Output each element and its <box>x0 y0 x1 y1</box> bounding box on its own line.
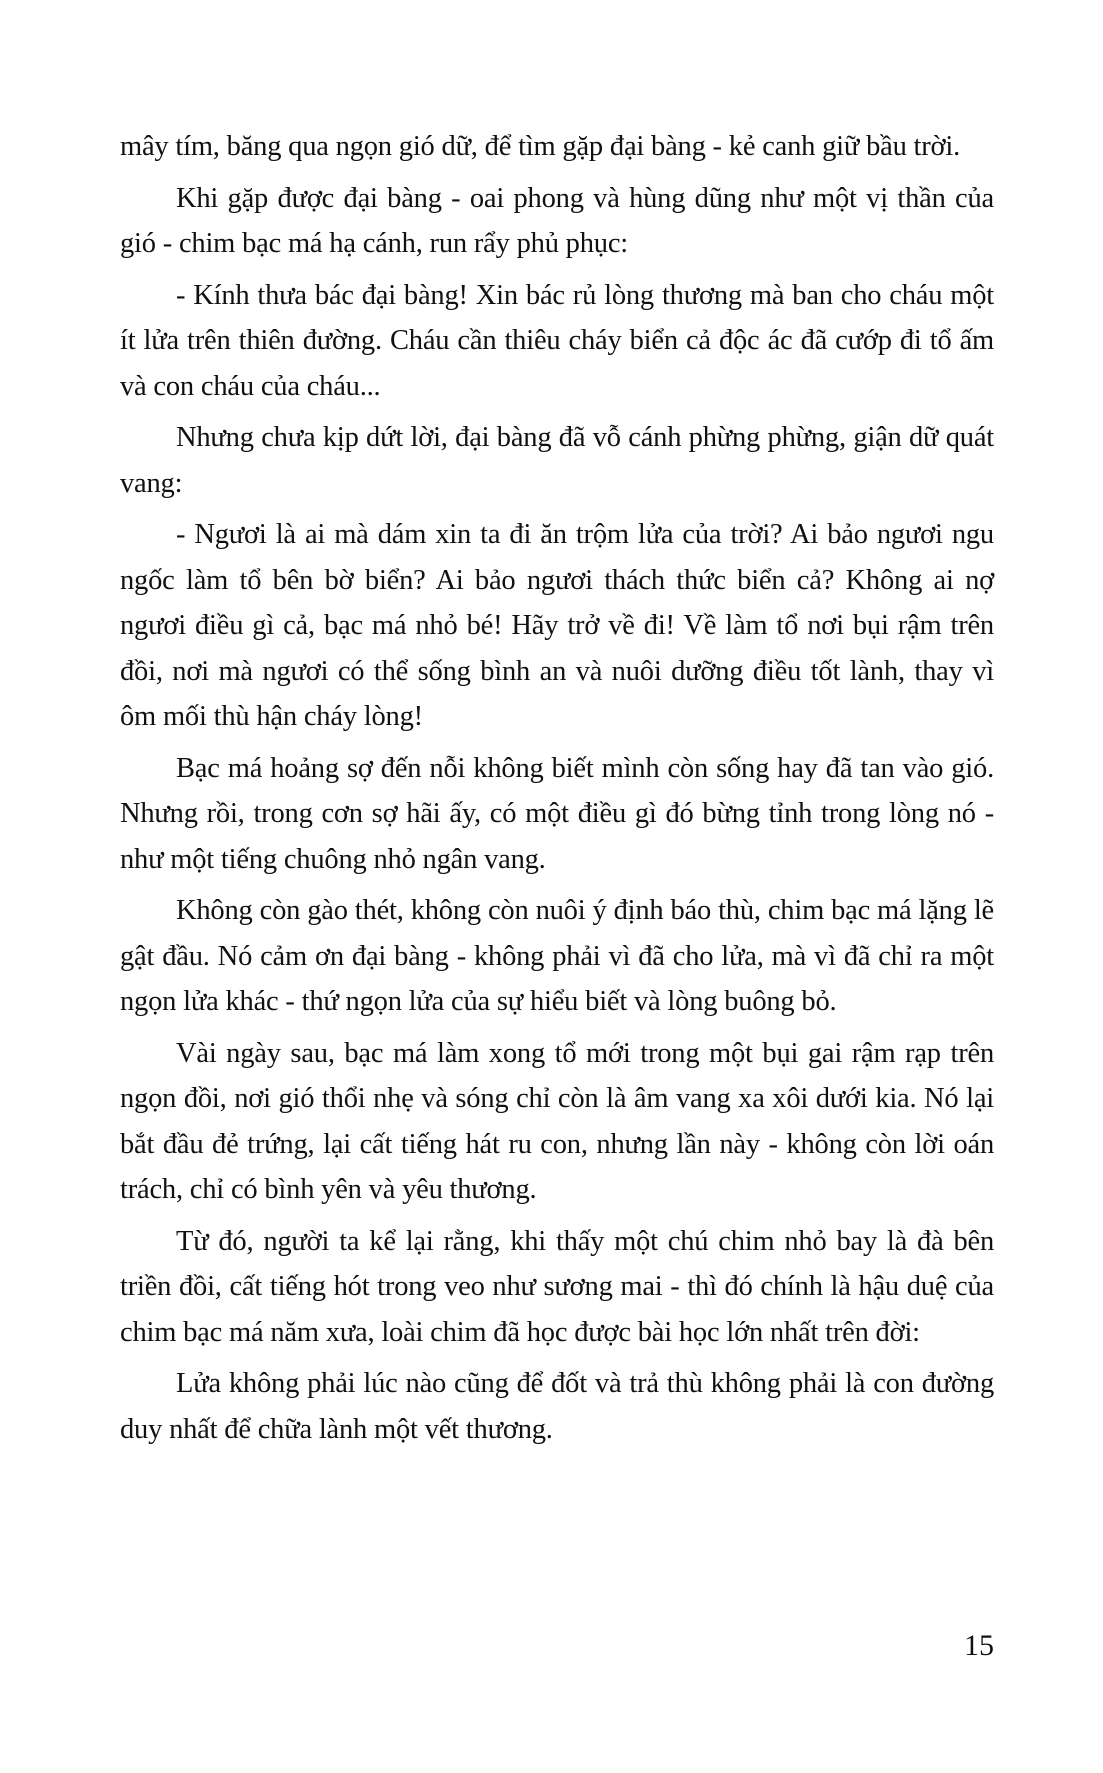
paragraph-moral: Lửa không phải lúc nào cũng để đốt và trả thù không phải là con đường duy nhất để chữa lành một vết thương. <box>120 1368 994 1445</box>
book-page-body <box>120 124 994 1458</box>
paragraph-meeting-eagle: Khi gặp được đại bàng - oai phong và hùng dũng như một vị thần của gió - chim bạc má hạ cánh, run rẩy phủ phục: <box>120 182 994 259</box>
paragraph-letting-go: Không còn gào thét, không còn nuôi ý định báo thù, chim bạc má lặng lẽ gật đầu. Nó cảm ơn đại bàng - không phải vì đã cho lửa, mà vì đã chỉ ra một ngọn lửa khác - thứ ngọn lửa của sự hiểu biết và lòng buông bỏ. <box>120 895 994 1017</box>
paragraph-continuation: mây tím, băng qua ngọn gió dữ, để tìm gặp đại bàng - kẻ canh giữ bầu trời. <box>120 131 961 162</box>
paragraph-legend: Từ đó, người ta kể lại rằng, khi thấy một chú chim nhỏ bay là đà bên triền đồi, cất tiếng hót trong veo như sương mai - thì đó chính là hậu duệ của chim bạc má năm xưa, loài chim đã học được bài học lớn nhất trên đời: <box>120 1225 994 1348</box>
paragraph-new-nest: Vài ngày sau, bạc má làm xong tổ mới trong một bụi gai rậm rạp trên ngọn đồi, nơi gió thổi nhẹ và sóng chỉ còn là âm vang xa xôi dưới kia. Nó lại bắt đầu đẻ trứng, lại cất tiếng hát ru con, nhưng lần này - không còn lời oán trách, chỉ có bình yên và yêu thương. <box>120 1037 994 1205</box>
page-number: 15 <box>964 1629 994 1662</box>
paragraph-eagle-anger: Nhưng chưa kịp dứt lời, đại bàng đã vỗ cánh phừng phừng, giận dữ quát vang: <box>120 422 994 499</box>
paragraph-bird-awakening: Bạc má hoảng sợ đến nỗi không biết mình còn sống hay đã tan vào gió. Nhưng rồi, trong cơn sợ hãi ấy, có một điều gì đó bừng tỉnh trong lòng nó - như một tiếng chuông nhỏ ngân vang. <box>120 752 994 875</box>
paragraph-eagle-speech: - Ngươi là ai mà dám xin ta đi ăn trộm lửa của trời? Ai bảo ngươi ngu ngốc làm tổ bên bờ biển? Ai bảo ngươi thách thức biển cả? Không ai nợ ngươi điều gì cả, bạc má nhỏ bé! Hãy trở về đi! Về làm tổ nơi bụi rậm trên đồi, nơi mà ngươi có thể sống bình an và nuôi dưỡng điều tốt lành, thay vì ôm mối thù hận cháy lòng! <box>120 519 994 732</box>
paragraph-bird-plea: - Kính thưa bác đại bàng! Xin bác rủ lòng thương mà ban cho cháu một ít lửa trên thiên đường. Cháu cần thiêu cháy biển cả độc ác đã cướp đi tổ ấm và con cháu của cháu... <box>120 279 994 402</box>
